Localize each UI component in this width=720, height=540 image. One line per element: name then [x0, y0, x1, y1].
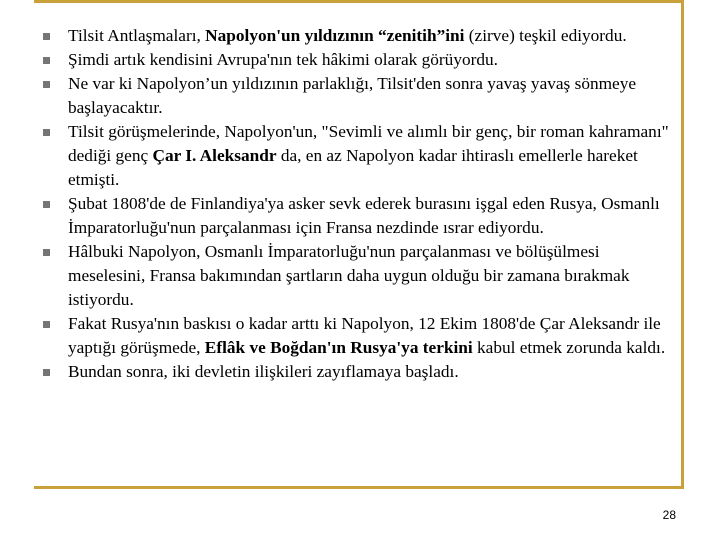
bullet-item-3: Ne var ki Napolyon’un yıldızının parlaklığı, Tilsit'den sonra yavaş yavaş sönmeye başlayacaktır.	[40, 72, 678, 120]
bullet-list	[40, 24, 678, 384]
bold-phrase: Napolyon'un yıldızının “zenitih”ini	[205, 26, 465, 45]
frame-right-border	[681, 0, 684, 488]
bold-phrase: Eflâk ve Boğdan'ın Rusya'ya terkini	[204, 338, 473, 357]
bullet-item-5: Şubat 1808'de de Finlandiya'ya asker sevk ederek burasını işgal eden Rusya, Osmanlı İmparatorluğu'nun parçalanması için Fransa nezdinde ısrar ediyordu.	[40, 192, 678, 240]
square-bullet-icon	[43, 201, 50, 208]
square-bullet-icon	[43, 321, 50, 328]
frame-top-border	[34, 0, 684, 3]
square-bullet-icon	[43, 57, 50, 64]
bullet-item-1: Tilsit Antlaşmaları, Napolyon'un yıldızının “zenitih”ini (zirve) teşkil ediyordu.	[40, 24, 678, 48]
bullet-item-6: Hâlbuki Napolyon, Osmanlı İmparatorluğu'nun parçalanması ve bölüşülmesi meselesini, Fransa bakımından şartların daha uygun olduğu bir zamana bırakmak istiyordu.	[40, 240, 678, 312]
bullet-item-2: Şimdi artık kendisini Avrupa'nın tek hâkimi olarak görüyordu.	[40, 48, 678, 72]
slide-content	[40, 24, 678, 384]
square-bullet-icon	[43, 81, 50, 88]
bullet-item-8: Bundan sonra, iki devletin ilişkileri zayıflamaya başladı.	[40, 360, 678, 384]
square-bullet-icon	[43, 129, 50, 136]
bullet-item-7: Fakat Rusya'nın baskısı o kadar arttı ki Napolyon, 12 Ekim 1808'de Çar Aleksandr ile yaptığı görüşmede, Eflâk ve Boğdan'ın Rusya'ya terkini kabul etmek zorunda kaldı.	[40, 312, 678, 360]
slide-number: 28	[662, 508, 676, 522]
square-bullet-icon	[43, 33, 50, 40]
bullet-item-4: Tilsit görüşmelerinde, Napolyon'un, "Sevimli ve alımlı bir genç, bir roman kahramanı" dediği genç Çar I. Aleksandr da, en az Napolyon kadar ihtiraslı emellerle hareket etmişti.	[40, 120, 678, 192]
square-bullet-icon	[43, 249, 50, 256]
bold-phrase: Çar I. Aleksandr	[152, 146, 277, 165]
frame-bottom-border	[34, 486, 684, 489]
square-bullet-icon	[43, 369, 50, 376]
